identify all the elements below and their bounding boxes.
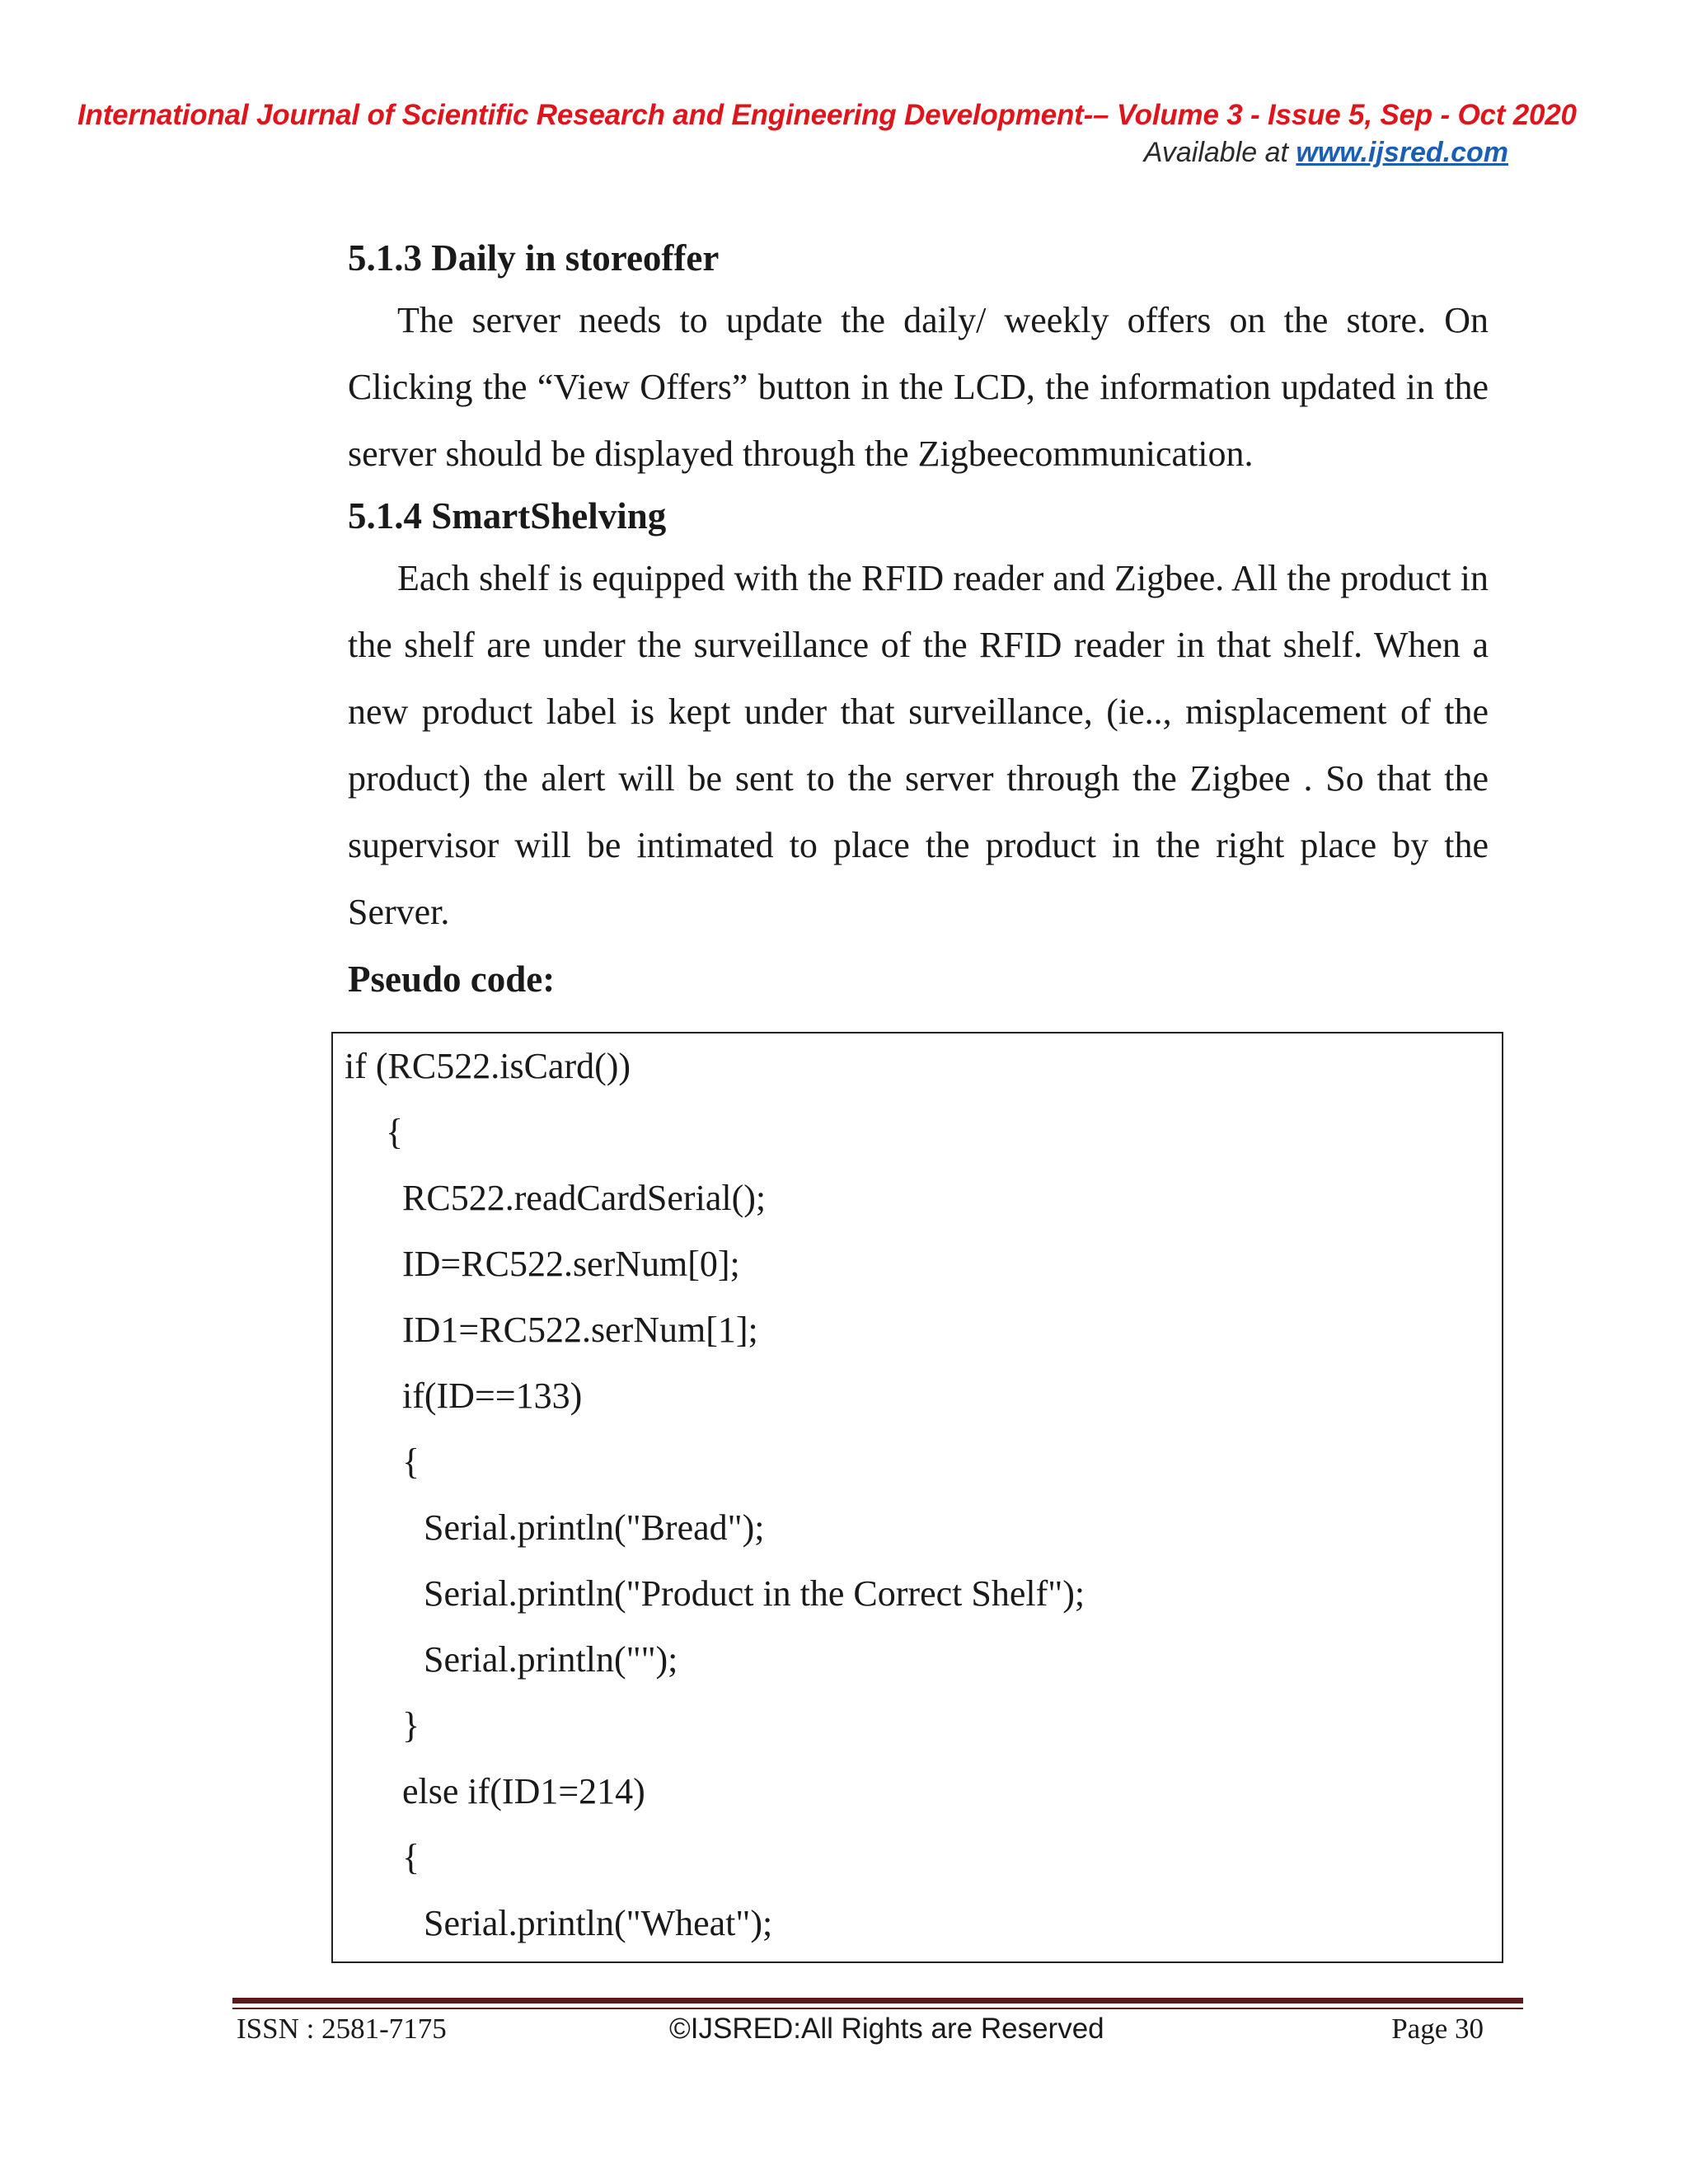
code-line: Serial.println("Bread"); [424, 1507, 765, 1548]
journal-website-link[interactable]: www.ijsred.com [1296, 137, 1508, 168]
code-line: ID=RC522.serNum[0]; [402, 1244, 740, 1284]
pseudo-code-heading: Pseudo code: [348, 958, 556, 1000]
code-line: else if(ID1=214) [402, 1771, 645, 1811]
code-line: RC522.readCardSerial(); [402, 1178, 767, 1218]
code-line: ID1=RC522.serNum[1]; [402, 1310, 758, 1350]
section-paragraph-5-1-3: The server needs to update the daily/ weekly offers on the store. On Clicking the “View Offers” button in the LCD, the information updated in the server should be displayed through the Zigbeecommunication. [348, 300, 1489, 474]
availability-prefix: Available at [1143, 137, 1296, 168]
code-line: { [402, 1441, 420, 1482]
journal-header: International Journal of Scientific Research and Engineering Development-– Volume 3 - Issue 5, Sep - Oct 2020 [77, 99, 1577, 131]
footer-copyright: ©IJSRED:All Rights are Reserved [669, 2013, 1104, 2045]
footer-issn: ISSN : 2581-7175 [237, 2013, 447, 2045]
code-line: { [402, 1837, 420, 1877]
code-line: Serial.println("Wheat"); [424, 1903, 773, 1943]
footer-divider [232, 1998, 1523, 2004]
code-line: Serial.println("Product in the Correct Shelf"); [424, 1573, 1085, 1614]
footer-divider-thin [232, 2008, 1523, 2009]
article-body [348, 229, 1489, 1008]
footer-page-number: Page 30 [1391, 2013, 1484, 2045]
code-line: if(ID==133) [402, 1376, 583, 1416]
code-line: { [386, 1112, 404, 1152]
section-heading-5-1-4: 5.1.4 SmartShelving [348, 495, 667, 537]
section-heading-5-1-3: 5.1.3 Daily in storeoffer [348, 237, 720, 279]
code-line: if (RC522.isCard()) [345, 1046, 631, 1086]
availability-line [1144, 137, 1508, 169]
section-paragraph-5-1-4: Each shelf is equipped with the RFID reader and Zigbee. All the product in the shelf are under the surveillance of the RFID reader in that shelf. When a new product label is kept under that surveillance, (ie.., misplacement of the product) the alert will be sent to the server through the Zigbee . So that the supervisor will be intimated to place the product in the right place by the Server. [348, 558, 1489, 932]
code-line: Serial.println(""); [424, 1639, 678, 1680]
code-line: } [402, 1705, 420, 1746]
pseudo-code-box [331, 1032, 1503, 1963]
